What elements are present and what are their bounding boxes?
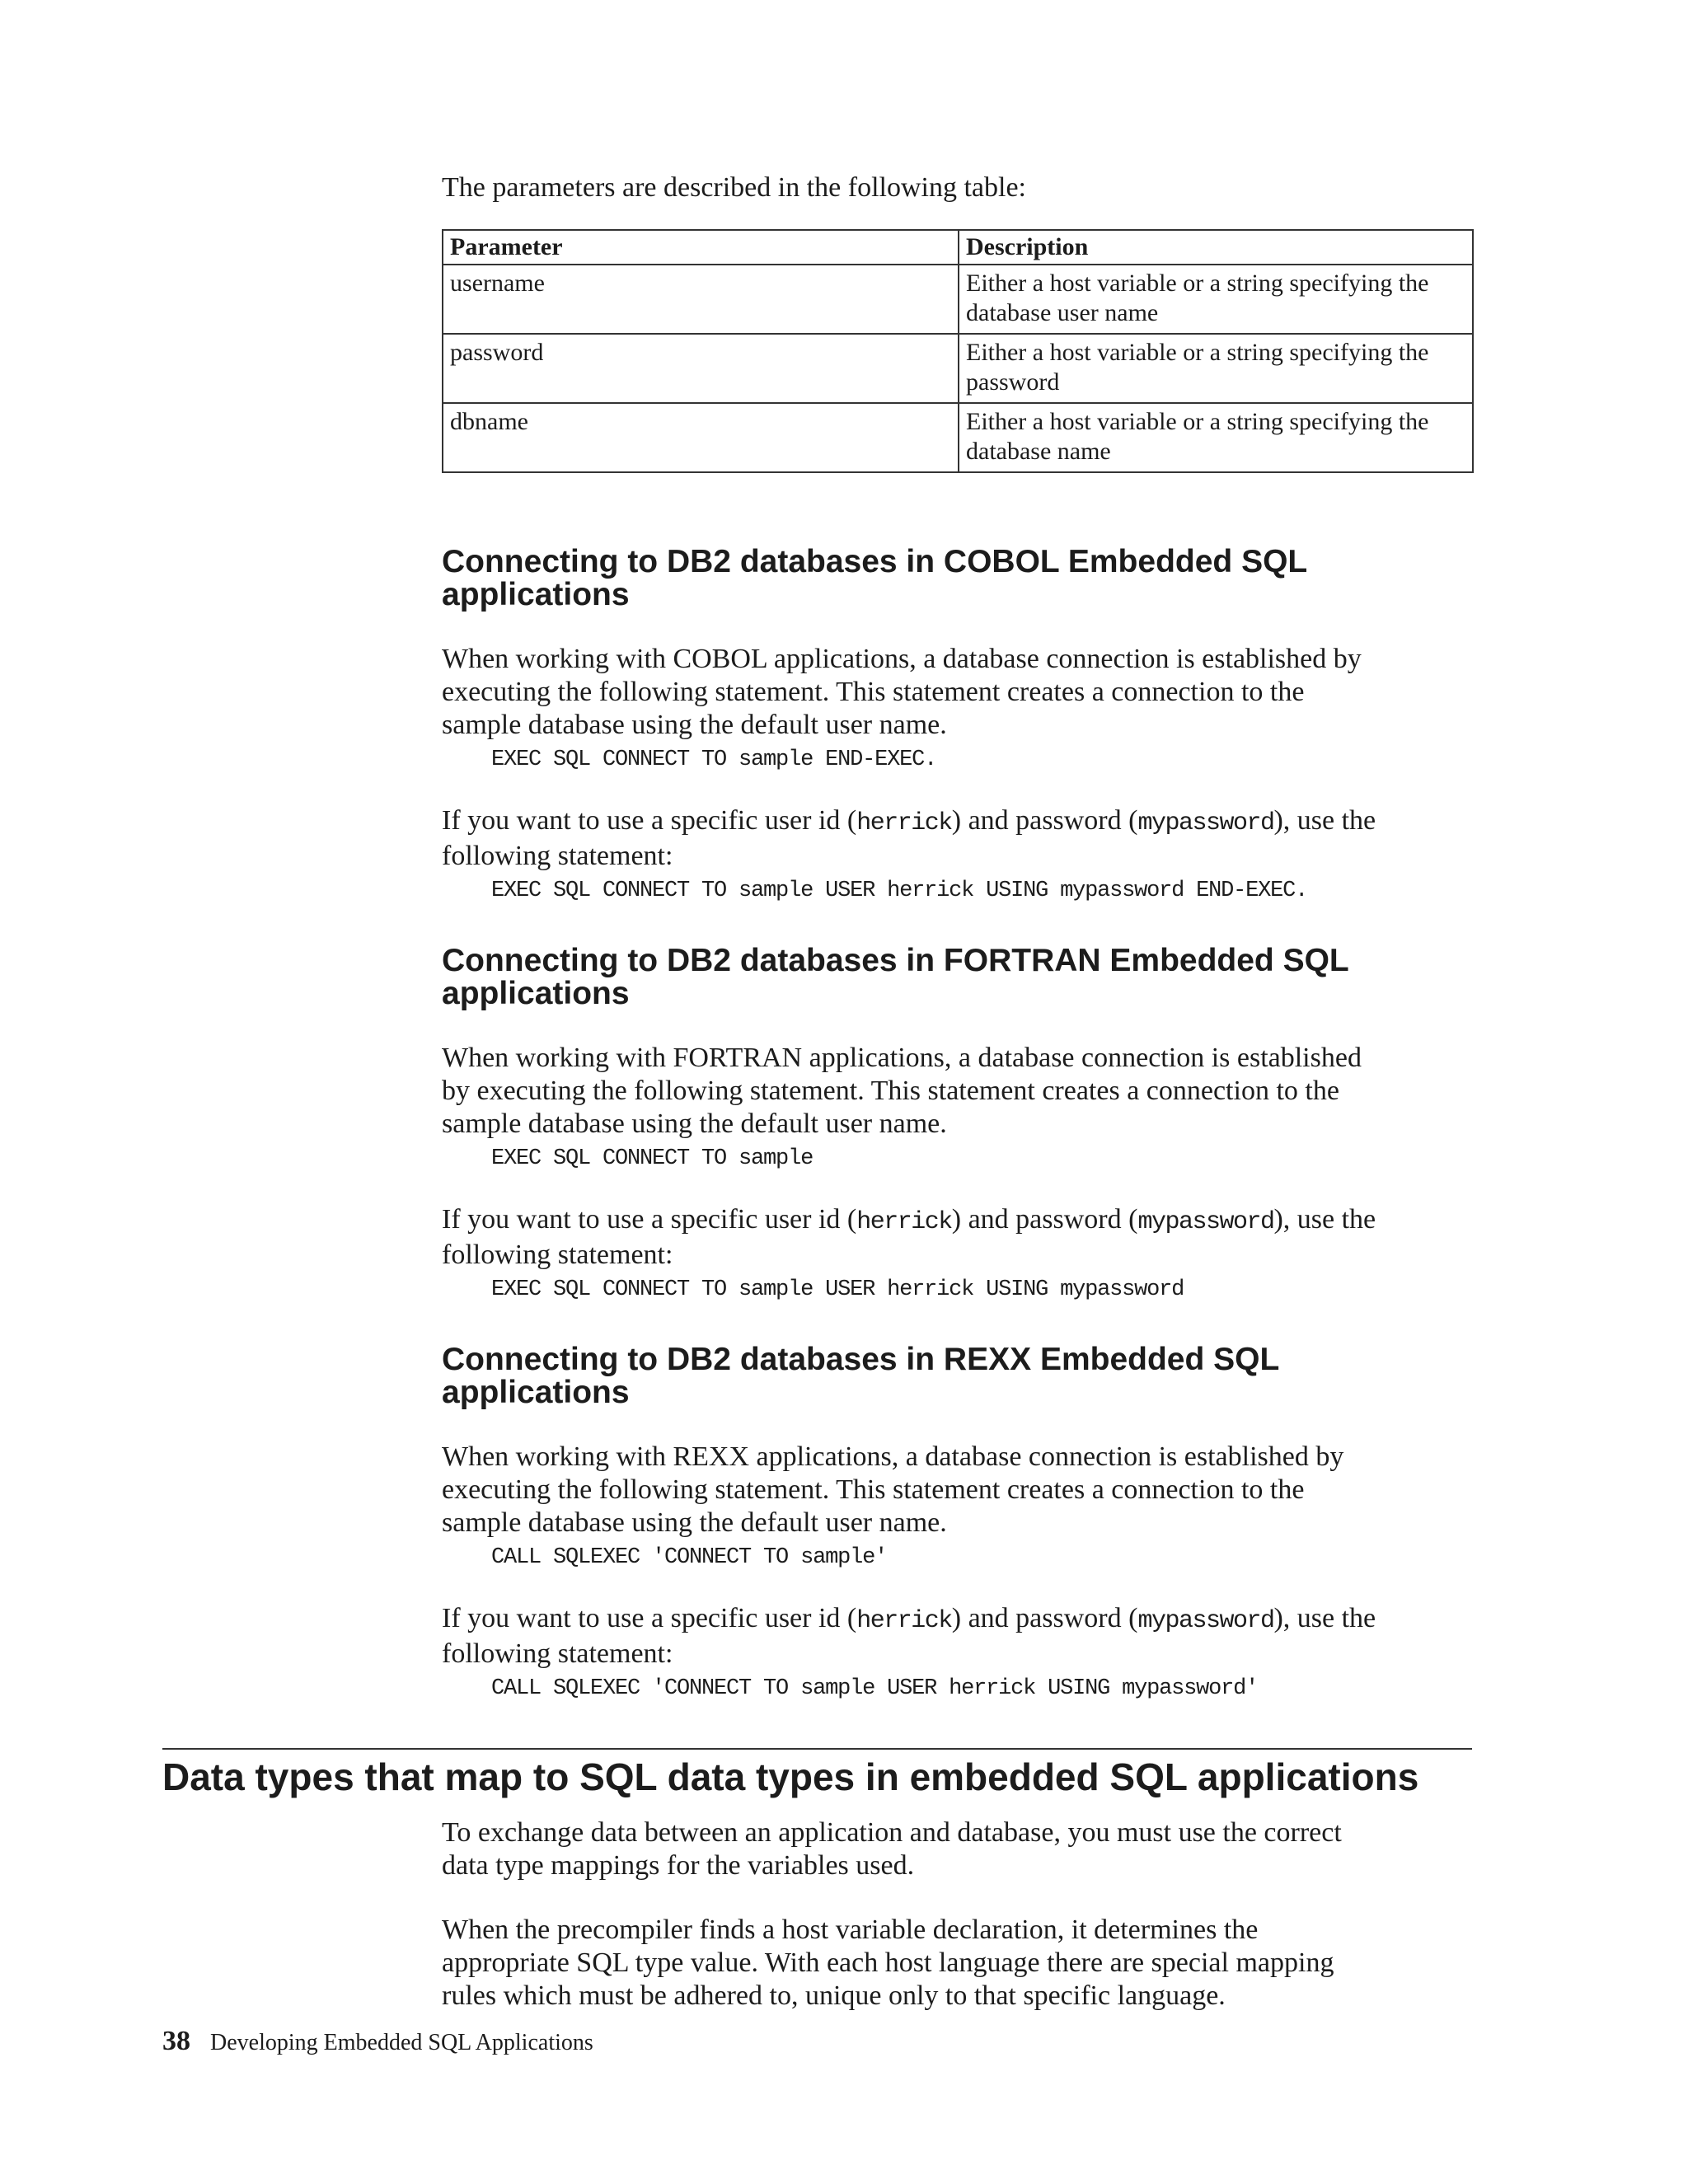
book-title: Developing Embedded SQL Applications	[210, 2030, 593, 2055]
rexx-para-line3: sample database using the default user name.	[442, 1507, 947, 1538]
fortran-heading-line1: Connecting to DB2 databases in FORTRAN Embedded SQL	[442, 943, 1349, 978]
fortran-specific-user-text	[442, 1203, 1472, 1272]
table-row	[443, 334, 1473, 403]
table-cell-parameter: username	[443, 265, 959, 334]
intro-text: The parameters are described in the following table:	[442, 172, 1026, 203]
cobol-heading	[442, 546, 1472, 612]
inline-code-password: mypassword	[1137, 1208, 1274, 1236]
section-divider-rule	[162, 1748, 1472, 1750]
fortran-section	[442, 944, 1472, 1303]
text-if-prefix: If you want to use a specific user id (	[442, 1603, 857, 1633]
table-row	[443, 265, 1473, 334]
cobol-para-line1: When working with COBOL applications, a database connection is established by	[442, 644, 1362, 674]
fortran-code-default: EXEC SQL CONNECT TO sample	[491, 1146, 814, 1171]
rexx-para-line2: executing the following statement. This statement creates a connection to the	[442, 1474, 1305, 1505]
table-cell-parameter: dbname	[443, 403, 959, 472]
datatypes-p1-line2: data type mappings for the variables used.	[442, 1850, 915, 1881]
table-row	[443, 403, 1473, 472]
page-number: 38	[162, 2026, 190, 2056]
inline-code-user-id: herrick	[856, 809, 952, 837]
datatypes-paragraph-2	[442, 1914, 1472, 2013]
text-and-password: ) and password (	[951, 1204, 1138, 1235]
fortran-heading	[442, 944, 1472, 1010]
cobol-heading-line1: Connecting to DB2 databases in COBOL Embedded SQL	[442, 544, 1308, 579]
cobol-para-line2: executing the following statement. This statement creates a connection to the	[442, 677, 1305, 707]
cobol-paragraph	[442, 643, 1472, 742]
fortran-para-line2: by executing the following statement. This statement creates a connection to the	[442, 1076, 1339, 1106]
table-header-parameter: Parameter	[443, 230, 959, 265]
intro-block	[442, 171, 1472, 204]
inline-code-user-id: herrick	[856, 1208, 952, 1236]
cobol-section	[442, 546, 1472, 904]
rexx-para-line1: When working with REXX applications, a database connection is established by	[442, 1441, 1344, 1472]
text-and-password: ) and password (	[951, 1603, 1138, 1633]
inline-code-user-id: herrick	[856, 1607, 952, 1635]
cobol-para-line3: sample database using the default user name.	[442, 710, 947, 740]
rexx-code-user: CALL SQLEXEC 'CONNECT TO sample USER herrick USING mypassword'	[491, 1676, 1259, 1701]
text-following-statement: following statement:	[442, 1638, 673, 1669]
table-header-description: Description	[959, 230, 1473, 265]
table-header-row	[443, 230, 1473, 265]
datatypes-p2-line3: rules which must be adhered to, unique only to that specific language.	[442, 1980, 1226, 2011]
table-cell-description: Either a host variable or a string specifying the password	[959, 334, 1473, 403]
inline-code-password: mypassword	[1137, 809, 1274, 837]
cobol-code-default: EXEC SQL CONNECT TO sample END-EXEC.	[491, 748, 937, 772]
text-and-password: ) and password (	[951, 805, 1138, 836]
inline-code-password: mypassword	[1137, 1607, 1274, 1635]
fortran-paragraph	[442, 1042, 1472, 1141]
text-use-the: ), use the	[1273, 805, 1376, 836]
text-if-prefix: If you want to use a specific user id (	[442, 805, 857, 836]
datatypes-heading: Data types that map to SQL data types in embedded SQL applications	[162, 1755, 1419, 1798]
text-if-prefix: If you want to use a specific user id (	[442, 1204, 857, 1235]
fortran-para-line1: When working with FORTRAN applications, a database connection is established	[442, 1043, 1362, 1073]
rexx-heading-line2: applications	[442, 1375, 630, 1410]
text-following-statement: following statement:	[442, 841, 673, 871]
rexx-heading-line1: Connecting to DB2 databases in REXX Embedded SQL	[442, 1342, 1280, 1377]
datatypes-p2-line2: appropriate SQL type value. With each host language there are special mapping	[442, 1947, 1334, 1978]
cobol-heading-line2: applications	[442, 577, 630, 612]
rexx-paragraph	[442, 1441, 1472, 1540]
table-cell-description: Either a host variable or a string specifying the database user name	[959, 265, 1473, 334]
rexx-heading	[442, 1343, 1472, 1409]
datatypes-p2-line1: When the precompiler finds a host variable declaration, it determines the	[442, 1915, 1259, 1945]
cobol-code-user: EXEC SQL CONNECT TO sample USER herrick USING mypassword END-EXEC.	[491, 879, 1308, 903]
datatypes-heading-block	[162, 1754, 1481, 1800]
datatypes-paragraph-1	[442, 1816, 1472, 1882]
fortran-heading-line2: applications	[442, 976, 630, 1011]
rexx-code-default: CALL SQLEXEC 'CONNECT TO sample'	[491, 1545, 888, 1570]
parameters-table	[442, 229, 1474, 473]
rexx-specific-user-text	[442, 1602, 1472, 1671]
text-use-the: ), use the	[1273, 1603, 1376, 1633]
page-footer	[162, 2026, 593, 2057]
table-cell-parameter: password	[443, 334, 959, 403]
fortran-code-user: EXEC SQL CONNECT TO sample USER herrick USING mypassword	[491, 1277, 1184, 1302]
datatypes-p1-line1: To exchange data between an application and database, you must use the correct	[442, 1817, 1342, 1848]
cobol-specific-user-text	[442, 804, 1472, 873]
fortran-para-line3: sample database using the default user name.	[442, 1108, 947, 1139]
table-cell-description: Either a host variable or a string specifying the database name	[959, 403, 1473, 472]
rexx-section	[442, 1343, 1472, 1702]
text-use-the: ), use the	[1273, 1204, 1376, 1235]
datatypes-section	[442, 1816, 1472, 2013]
parameters-table-block	[442, 229, 1472, 473]
text-following-statement: following statement:	[442, 1240, 673, 1270]
